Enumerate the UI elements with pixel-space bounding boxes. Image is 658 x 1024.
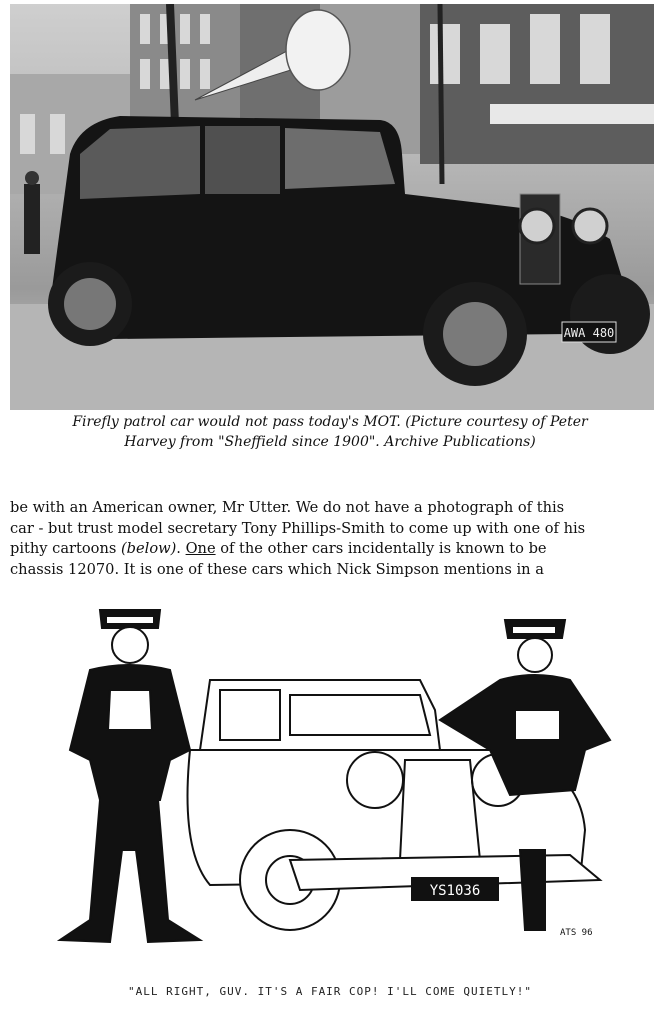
paragraph-line-3-punct: . xyxy=(176,540,186,557)
paragraph-line-2: car - but trust model secretary Tony Phillips-Smith to come up with one of his xyxy=(10,519,586,537)
cartoon-number-plate: YS1036 xyxy=(429,883,481,899)
paragraph-line-3-start: pithy cartoons xyxy=(10,540,121,557)
paragraph-line-4: chassis 12070. It is one of these cars which Nick Simpson mentions in a xyxy=(10,560,544,578)
photo-caption-line-2: Harvey from "Sheffield since 1900". Archive Publications) xyxy=(124,434,536,450)
photo-caption-line-1: Firefly patrol car would not pass today's MOT. (Picture courtesy of Peter xyxy=(72,414,588,430)
left-policeman-figure xyxy=(60,610,200,942)
photo-number-plate: AWA 480 xyxy=(563,326,615,340)
paragraph-line-3-end: of the other cars incidentally is known to be xyxy=(215,540,547,557)
paragraph-line-1: be with an American owner, Mr Utter. We do not have a photograph of this xyxy=(10,499,565,516)
cartoon-caption: "ALL RIGHT, GUV. IT'S A FAIR COP! I'LL COME QUIETLY!" xyxy=(128,985,532,998)
paragraph-line-3 xyxy=(10,539,650,560)
photo-caption xyxy=(10,412,650,452)
artist-signature: ATS 96 xyxy=(560,928,593,938)
underlined-word: One xyxy=(185,540,216,557)
patrol-car-photo xyxy=(10,4,654,410)
patrol-car-illustration xyxy=(10,4,654,410)
cartoon-illustration xyxy=(40,600,620,970)
article-paragraph xyxy=(10,498,650,580)
below-reference: (below) xyxy=(120,540,177,557)
